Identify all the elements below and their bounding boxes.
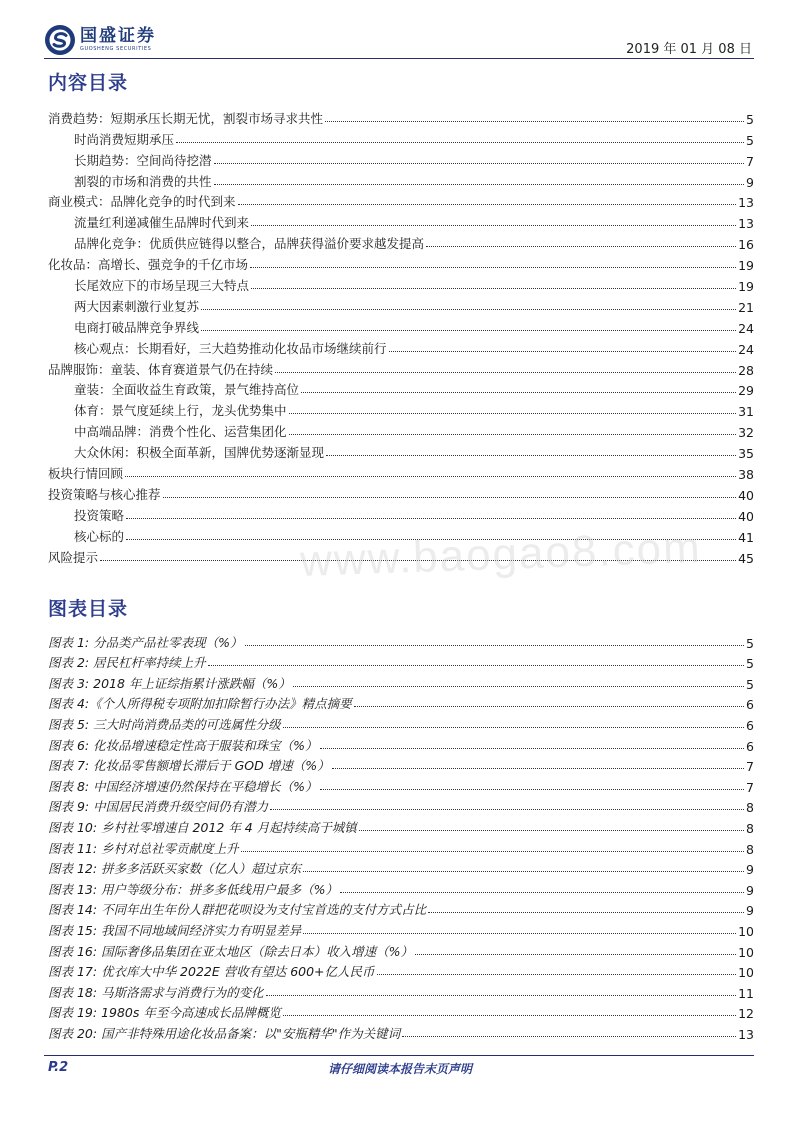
figure-entry-page: 5 <box>746 635 754 651</box>
toc-entry[interactable] <box>48 210 754 231</box>
toc-entry-page: 40 <box>738 508 754 524</box>
page-number: P.2 <box>48 1060 69 1075</box>
figure-entry-title: 图表 7: 化妆品零售额增长滞后于 GOD 增速（%） <box>48 758 330 774</box>
toc-entry-page: 5 <box>746 111 754 127</box>
dot-leader <box>303 871 744 872</box>
figure-entry[interactable] <box>48 733 754 754</box>
toc-entry-page: 13 <box>738 216 754 232</box>
figure-entry[interactable] <box>48 836 754 857</box>
toc-entry-title: 两大因素刺激行业复苏 <box>74 298 200 314</box>
header-divider <box>44 58 754 59</box>
figure-entry-title: 图表 13: 用户等级分布：拼多多低线用户最多（%） <box>48 881 338 897</box>
figure-entry-page: 5 <box>746 676 754 692</box>
figure-entry-title: 图表 17: 优衣库大中华 2022E 营收有望达 600+亿人民币 <box>48 964 375 980</box>
figure-entry-page: 12 <box>738 1006 754 1022</box>
watermark: www.baogao8.com <box>299 523 703 586</box>
figure-entry-title: 图表 10: 乡村社零增速自 2012 年 4 月起持续高于城镇 <box>48 819 357 835</box>
figure-entry-title: 图表 16: 国际奢侈品集团在亚太地区（除去日本）收入增速（%） <box>48 943 413 959</box>
dot-leader <box>428 912 744 913</box>
company-name-en: GUOSHENG SECURITIES <box>80 46 152 52</box>
figure-entry-title: 图表 2: 居民杠杆率持续上升 <box>48 655 206 671</box>
toc-title: 内容目录 <box>48 72 129 94</box>
figure-entry[interactable] <box>48 671 754 692</box>
figure-entry[interactable] <box>48 960 754 981</box>
toc-entry-title: 投资策略 <box>74 507 125 523</box>
toc-entry-page: 38 <box>738 467 754 483</box>
toc-entry-page: 16 <box>738 237 754 253</box>
dot-leader <box>293 686 744 687</box>
toc-entry-title: 中高端品牌：消费个性化、运营集团化 <box>74 424 287 440</box>
toc-entry-title: 化妆品：高增长、强竞争的千亿市场 <box>48 257 249 273</box>
toc-entry[interactable] <box>48 231 754 252</box>
figure-entry-page: 9 <box>746 903 754 919</box>
toc-entry-page: 5 <box>746 132 754 148</box>
toc-entry[interactable] <box>48 106 754 127</box>
toc-entry-page: 7 <box>746 153 754 169</box>
toc-entry[interactable] <box>48 503 754 524</box>
dot-leader <box>275 372 736 373</box>
dot-leader <box>303 933 736 934</box>
dot-leader <box>289 434 737 435</box>
figure-entry[interactable] <box>48 630 754 651</box>
dot-leader <box>201 330 736 331</box>
figure-entry-title: 图表 9: 中国居民消费升级空间仍有潜力 <box>48 799 269 815</box>
toc-entry[interactable] <box>48 440 754 461</box>
figure-entry[interactable] <box>48 1001 754 1022</box>
dot-leader <box>283 727 744 728</box>
dot-leader <box>241 851 744 852</box>
figure-entry-title: 图表 3: 2018 年上证综指累计涨跌幅（%） <box>48 675 291 691</box>
dot-leader <box>325 121 744 122</box>
figure-list-title: 图表目录 <box>48 598 129 620</box>
dot-leader <box>250 267 736 268</box>
toc-entry-title: 核心观点：长期看好，三大趋势推动化妆品市场继续前行 <box>74 340 387 356</box>
dot-leader <box>125 476 736 477</box>
toc-entry-page: 9 <box>746 174 754 190</box>
dot-leader <box>214 184 745 185</box>
disclaimer-note: 请仔细阅读本报告末页声明 <box>327 1062 472 1076</box>
figure-entry-page: 13 <box>738 1026 754 1042</box>
toc-entry-page: 29 <box>738 383 754 399</box>
dot-leader <box>251 225 736 226</box>
toc-entry-page: 21 <box>738 299 754 315</box>
dot-leader <box>245 645 745 646</box>
dot-leader <box>251 288 736 289</box>
toc-entry-title: 电商打破品牌竞争界线 <box>74 319 200 335</box>
figure-entry-page: 9 <box>746 882 754 898</box>
figure-entry-title: 图表 15: 我国不同地域间经济实力有明显差异 <box>48 922 302 938</box>
figure-list <box>48 630 754 1042</box>
toc-entry[interactable] <box>48 148 754 169</box>
toc-entry-page: 40 <box>738 487 754 503</box>
figure-entry-title: 图表 5: 三大时尚消费品类的可选属性分级 <box>48 716 281 732</box>
toc-entry-page: 32 <box>738 425 754 441</box>
dot-leader <box>214 163 745 164</box>
figure-entry-page: 8 <box>746 820 754 836</box>
report-date: 2019 年 01 月 08 日 <box>626 42 752 57</box>
toc-entry[interactable] <box>48 252 754 273</box>
figure-entry[interactable] <box>48 980 754 1001</box>
toc-entry[interactable] <box>48 315 754 336</box>
toc-entry-title: 板块行情回顾 <box>48 466 124 482</box>
toc-entry[interactable] <box>48 482 754 503</box>
company-name: 国盛证券 <box>80 26 156 46</box>
toc-entry[interactable] <box>48 398 754 419</box>
dot-leader <box>283 1015 736 1016</box>
dot-leader <box>208 665 744 666</box>
toc-entry-title: 大众休闲：积极全面革新，国牌优势逐渐显现 <box>74 445 325 461</box>
dot-leader <box>402 1036 736 1037</box>
figure-entry-page: 6 <box>746 697 754 713</box>
toc-entry-page: 31 <box>738 404 754 420</box>
figure-entry-title: 图表 8: 中国经济增速仍然保持在平稳增长（%） <box>48 778 318 794</box>
toc-entry-title: 割裂的市场和消费的共性 <box>74 173 212 189</box>
figure-entry-page: 10 <box>738 923 754 939</box>
toc-entry-page: 13 <box>738 195 754 211</box>
figure-entry-page: 10 <box>738 965 754 981</box>
toc-entry-title: 长期趋势：空间尚待挖潜 <box>74 152 212 168</box>
toc-entry-title: 流量红利递减催生品牌时代到来 <box>74 215 250 231</box>
toc-entry[interactable] <box>48 336 754 357</box>
dot-leader <box>326 455 736 456</box>
toc-entry-title: 商业模式：品牌化竞争的时代到来 <box>48 194 236 210</box>
toc-entry-page: 28 <box>738 362 754 378</box>
dot-leader <box>320 748 745 749</box>
dot-leader <box>340 892 744 893</box>
toc-entry[interactable] <box>48 419 754 440</box>
toc-entry-title: 体育：景气度延续上行，龙头优势集中 <box>74 403 287 419</box>
figure-entry-page: 5 <box>746 656 754 672</box>
toc-entry-title: 品牌化竞争：优质供应链得以整合，品牌获得溢价要求越发提高 <box>74 236 425 252</box>
figure-entry[interactable] <box>48 898 754 919</box>
dot-leader <box>301 392 736 393</box>
figure-entry-title: 图表 11: 乡村对总社零贡献度上升 <box>48 840 239 856</box>
toc-entry-page: 41 <box>738 529 754 545</box>
figure-entry[interactable] <box>48 857 754 878</box>
toc-entry-title: 长尾效应下的市场呈现三大特点 <box>74 278 250 294</box>
figure-entry[interactable] <box>48 795 754 816</box>
figure-entry-title: 图表 12: 拼多多活跃买家数（亿人）超过京东 <box>48 861 302 877</box>
figure-entry-title: 图表 20: 国产非特殊用途化妆品备案：以"安瓶精华"作为关键词 <box>48 1025 401 1041</box>
dot-leader <box>415 954 736 955</box>
toc-entry-title: 童装：全面收益生育政策，景气维持高位 <box>74 382 300 398</box>
dot-leader <box>320 789 745 790</box>
toc-entry-page: 24 <box>738 320 754 336</box>
dot-leader <box>126 518 736 519</box>
dot-leader <box>377 974 737 975</box>
toc-entry[interactable] <box>48 461 754 482</box>
dot-leader <box>359 830 744 831</box>
figure-entry-title: 图表 19: 1980s 年至今高速成长品牌概览 <box>48 1005 281 1021</box>
figure-entry[interactable] <box>48 939 754 960</box>
dot-leader <box>266 995 737 996</box>
figure-entry[interactable] <box>48 651 754 672</box>
dot-leader <box>289 413 737 414</box>
toc-entry-page: 19 <box>738 279 754 295</box>
figure-entry[interactable] <box>48 692 754 713</box>
footer-divider <box>44 1055 754 1056</box>
company-logo <box>44 24 156 56</box>
figure-entry[interactable] <box>48 918 754 939</box>
toc-entry-page: 19 <box>738 258 754 274</box>
dot-leader <box>201 309 736 310</box>
toc-entry[interactable] <box>48 378 754 399</box>
toc-entry-title: 时尚消费短期承压 <box>74 131 175 147</box>
figure-entry-page: 11 <box>738 985 754 1001</box>
dot-leader <box>270 809 744 810</box>
figure-entry[interactable] <box>48 774 754 795</box>
toc-entry[interactable] <box>48 273 754 294</box>
dot-leader <box>238 204 737 205</box>
figure-entry-title: 图表 18: 马斯洛需求与消费行为的变化 <box>48 984 264 1000</box>
figure-entry-page: 7 <box>746 759 754 775</box>
dot-leader <box>176 142 744 143</box>
toc-entry[interactable] <box>48 357 754 378</box>
dot-leader <box>354 706 744 707</box>
dot-leader <box>426 246 736 247</box>
figure-entry-page: 10 <box>738 944 754 960</box>
toc-entry-title: 品牌服饰：童装、体育赛道景气仍在持续 <box>48 361 274 377</box>
dot-leader <box>332 768 744 769</box>
dot-leader <box>163 497 737 498</box>
toc-entry-title: 投资策略与核心推荐 <box>48 486 161 502</box>
figure-entry[interactable] <box>48 712 754 733</box>
toc-entry-page: 24 <box>738 341 754 357</box>
figure-entry-title: 图表 14: 不同年出生年份人群把花呗设为支付宝首选的支付方式占比 <box>48 902 427 918</box>
figure-entry-page: 8 <box>746 841 754 857</box>
figure-entry[interactable] <box>48 1021 754 1042</box>
toc-entry-page: 45 <box>738 550 754 566</box>
company-logo-icon <box>44 24 76 56</box>
toc-entry-page: 35 <box>738 446 754 462</box>
dot-leader <box>389 351 737 352</box>
figure-entry-title: 图表 4:《个人所得税专项附加扣除暂行办法》精点摘要 <box>48 696 352 712</box>
figure-entry-title: 图表 6: 化妆品增速稳定性高于服装和珠宝（%） <box>48 737 318 753</box>
toc-entry[interactable] <box>48 169 754 190</box>
figure-entry-title: 图表 1: 分品类产品社零表现（%） <box>48 634 243 650</box>
toc-entry[interactable] <box>48 190 754 211</box>
toc-entry[interactable] <box>48 294 754 315</box>
toc-entry-title: 消费趋势：短期承压长期无忧，割裂市场寻求共性 <box>48 110 324 126</box>
figure-entry-page: 9 <box>746 862 754 878</box>
figure-entry[interactable] <box>48 754 754 775</box>
figure-entry[interactable] <box>48 815 754 836</box>
toc-entry-title: 风险提示 <box>48 549 99 565</box>
figure-entry[interactable] <box>48 877 754 898</box>
figure-entry-page: 8 <box>746 800 754 816</box>
figure-entry-page: 6 <box>746 717 754 733</box>
toc-entry-title: 核心标的 <box>74 528 125 544</box>
toc-entry[interactable] <box>48 127 754 148</box>
figure-entry-page: 6 <box>746 738 754 754</box>
figure-entry-page: 7 <box>746 779 754 795</box>
toc-list <box>48 106 754 566</box>
